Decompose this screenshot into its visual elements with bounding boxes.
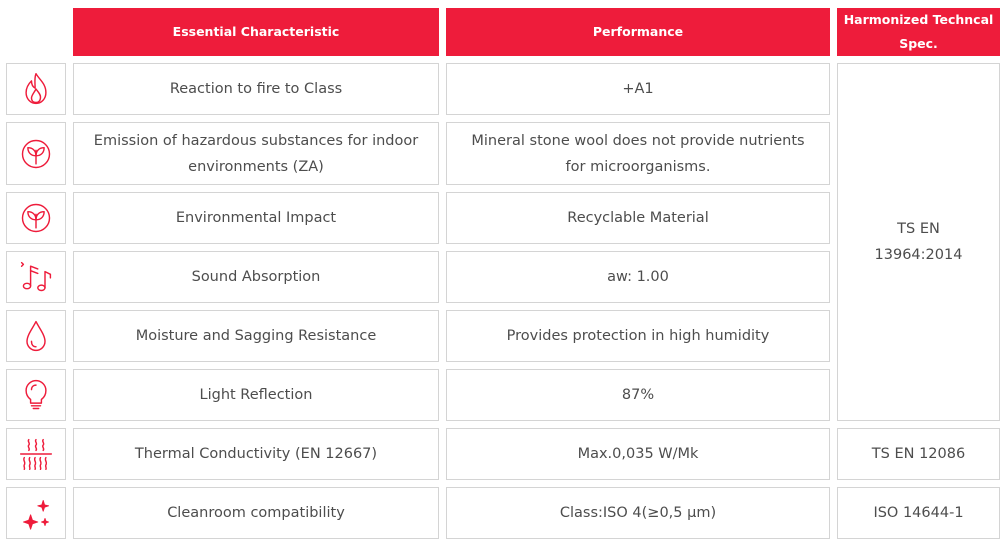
row-5-icon-cell bbox=[6, 310, 66, 362]
leaf-circle-icon bbox=[18, 136, 54, 172]
row-2-performance: Mineral stone wool does not provide nutrients for microorganisms. bbox=[446, 122, 830, 185]
row-5-performance: Provides protection in high humidity bbox=[446, 310, 830, 362]
header-spec: Harmonized Techncal Spec. bbox=[837, 8, 1000, 56]
row-7-spec: TS EN 12086 bbox=[837, 428, 1000, 480]
row-1-icon-cell bbox=[6, 63, 66, 115]
music-notes-icon bbox=[18, 259, 54, 295]
row-3-icon-cell bbox=[6, 192, 66, 244]
row-4-performance: aw: 1.00 bbox=[446, 251, 830, 303]
leaf-circle-icon bbox=[18, 200, 54, 236]
header-performance: Performance bbox=[446, 8, 830, 56]
water-drop-icon bbox=[18, 318, 54, 354]
row-2-icon-cell bbox=[6, 122, 66, 185]
heat-waves-icon bbox=[18, 436, 54, 472]
row-6-icon-cell bbox=[6, 369, 66, 421]
row-4-icon-cell bbox=[6, 251, 66, 303]
row-1-characteristic: Reaction to fire to Class bbox=[73, 63, 439, 115]
row-5-characteristic: Moisture and Sagging Resistance bbox=[73, 310, 439, 362]
row-8-spec: ISO 14644-1 bbox=[837, 487, 1000, 539]
row-7-icon-cell bbox=[6, 428, 66, 480]
row-8-icon-cell bbox=[6, 487, 66, 539]
spec-merged-cell: TS EN 13964:2014 bbox=[837, 63, 1000, 421]
row-6-performance: 87% bbox=[446, 369, 830, 421]
row-6-characteristic: Light Reflection bbox=[73, 369, 439, 421]
row-4-characteristic: Sound Absorption bbox=[73, 251, 439, 303]
light-bulb-icon bbox=[18, 377, 54, 413]
row-3-characteristic: Environmental Impact bbox=[73, 192, 439, 244]
row-8-performance: Class:ISO 4(≥0,5 µm) bbox=[446, 487, 830, 539]
row-1-performance: +A1 bbox=[446, 63, 830, 115]
row-7-performance: Max.0,035 W/Mk bbox=[446, 428, 830, 480]
header-characteristic: Essential Characteristic bbox=[73, 8, 439, 56]
sparkles-icon bbox=[18, 495, 54, 531]
flame-icon bbox=[18, 71, 54, 107]
row-7-characteristic: Thermal Conductivity (EN 12667) bbox=[73, 428, 439, 480]
row-8-characteristic: Cleanroom compatibility bbox=[73, 487, 439, 539]
row-2-characteristic: Emission of hazardous substances for indoor environments (ZA) bbox=[73, 122, 439, 185]
row-3-performance: Recyclable Material bbox=[446, 192, 830, 244]
